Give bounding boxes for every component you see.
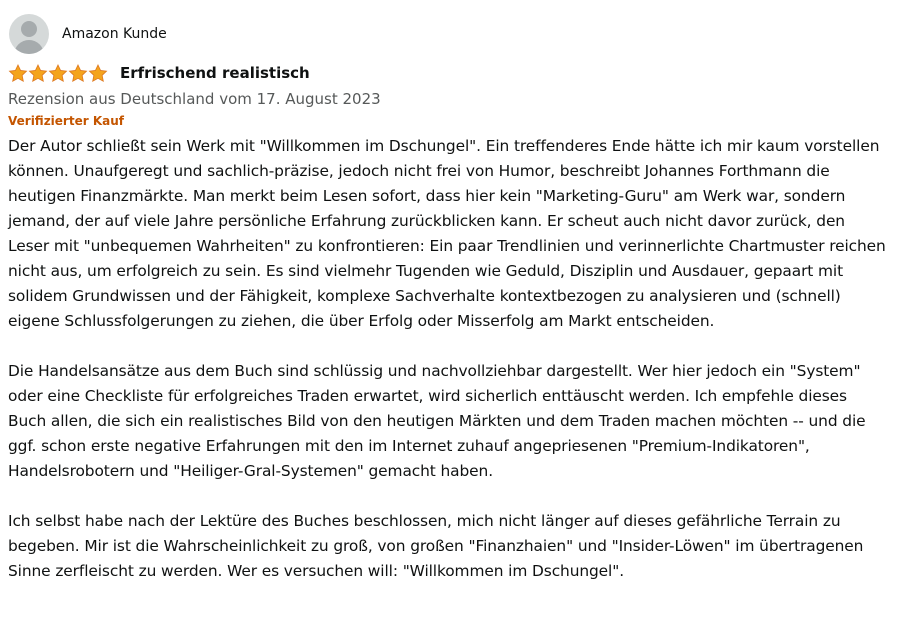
verified-purchase-badge[interactable]: Verifizierter Kauf (8, 114, 124, 128)
star-icon (48, 64, 68, 83)
default-avatar-icon (9, 14, 49, 54)
review-paragraph: Die Handelsansätze aus dem Buch sind schlüssig und nachvollziehbar dargestellt. Wer hier jedoch ein "System" oder eine Checkliste für erfolgreiches Traden erwartet, wird sicherlich enttäuscht werden. Ich empfehle dieses Buch allen, die sich ein realistisches Bild von den heutigen Märkten und dem Traden machen möchten -- und die ggf. schon erste negative Erfahrungen mit den im Internet zuhauf angepriesenen "Premium-Indikatoren", Handelsrobotern und "Heiliger-Gral-Systemen" gemacht haben. (8, 362, 866, 480)
star-icon (28, 64, 48, 83)
review-paragraph: Der Autor schließt sein Werk mit "Willkommen im Dschungel". Ein treffenderes Ende hätte ich mir kaum vorstellen können. Unaufgeregt und sachlich-präzise, jedoch nicht frei von Humor, beschreibt Johannes Forthmann die heutigen Finanzmärkte. Man merkt beim Lesen sofort, dass hier kein "Marketing-Guru" am Werk war, sondern jemand, der auf viele Jahre persönliche Erfahrung zurückblicken kann. Er scheut auch nicht davor zurück, den Leser mit "unbequemen Wahrheiten" zu konfrontieren: Ein paar Trendlinien und verinnerlichte Chartmuster reichen nicht aus, um erfolgreich zu sein. Es sind vielmehr Tugenden wie Geduld, Disziplin und Ausdauer, gepaart mit solidem Grundwissen und der Fähigkeit, komplexe Sachverhalte kontextbezogen zu analysieren und (schnell) eigene Schlussfolgerungen zu ziehen, die über Erfolg oder Misserfolg am Markt entscheiden. (8, 137, 886, 330)
review-title-row (8, 62, 888, 84)
star-rating[interactable] (8, 64, 108, 83)
review-date: Rezension aus Deutschland vom 17. August 2023 (8, 90, 381, 108)
reviewer-profile[interactable] (8, 14, 888, 54)
reviewer-name[interactable]: Amazon Kunde (62, 26, 167, 42)
star-icon (8, 64, 28, 83)
review-paragraph: Ich selbst habe nach der Lektüre des Buches beschlossen, mich nicht länger auf dieses gefährliche Terrain zu begeben. Mir ist die Wahrscheinlichkeit zu groß, von großen "Finanzhaien" und "Insider-Löwen" im übertragenen Sinne zerfleischt zu werden. Wer es versuchen will: "Willkommen im Dschungel". (8, 512, 864, 580)
review-title[interactable]: Erfrischend realistisch (120, 64, 310, 82)
star-icon (68, 64, 88, 83)
star-icon (88, 64, 108, 83)
review-body (8, 134, 888, 584)
review-card (8, 14, 888, 609)
